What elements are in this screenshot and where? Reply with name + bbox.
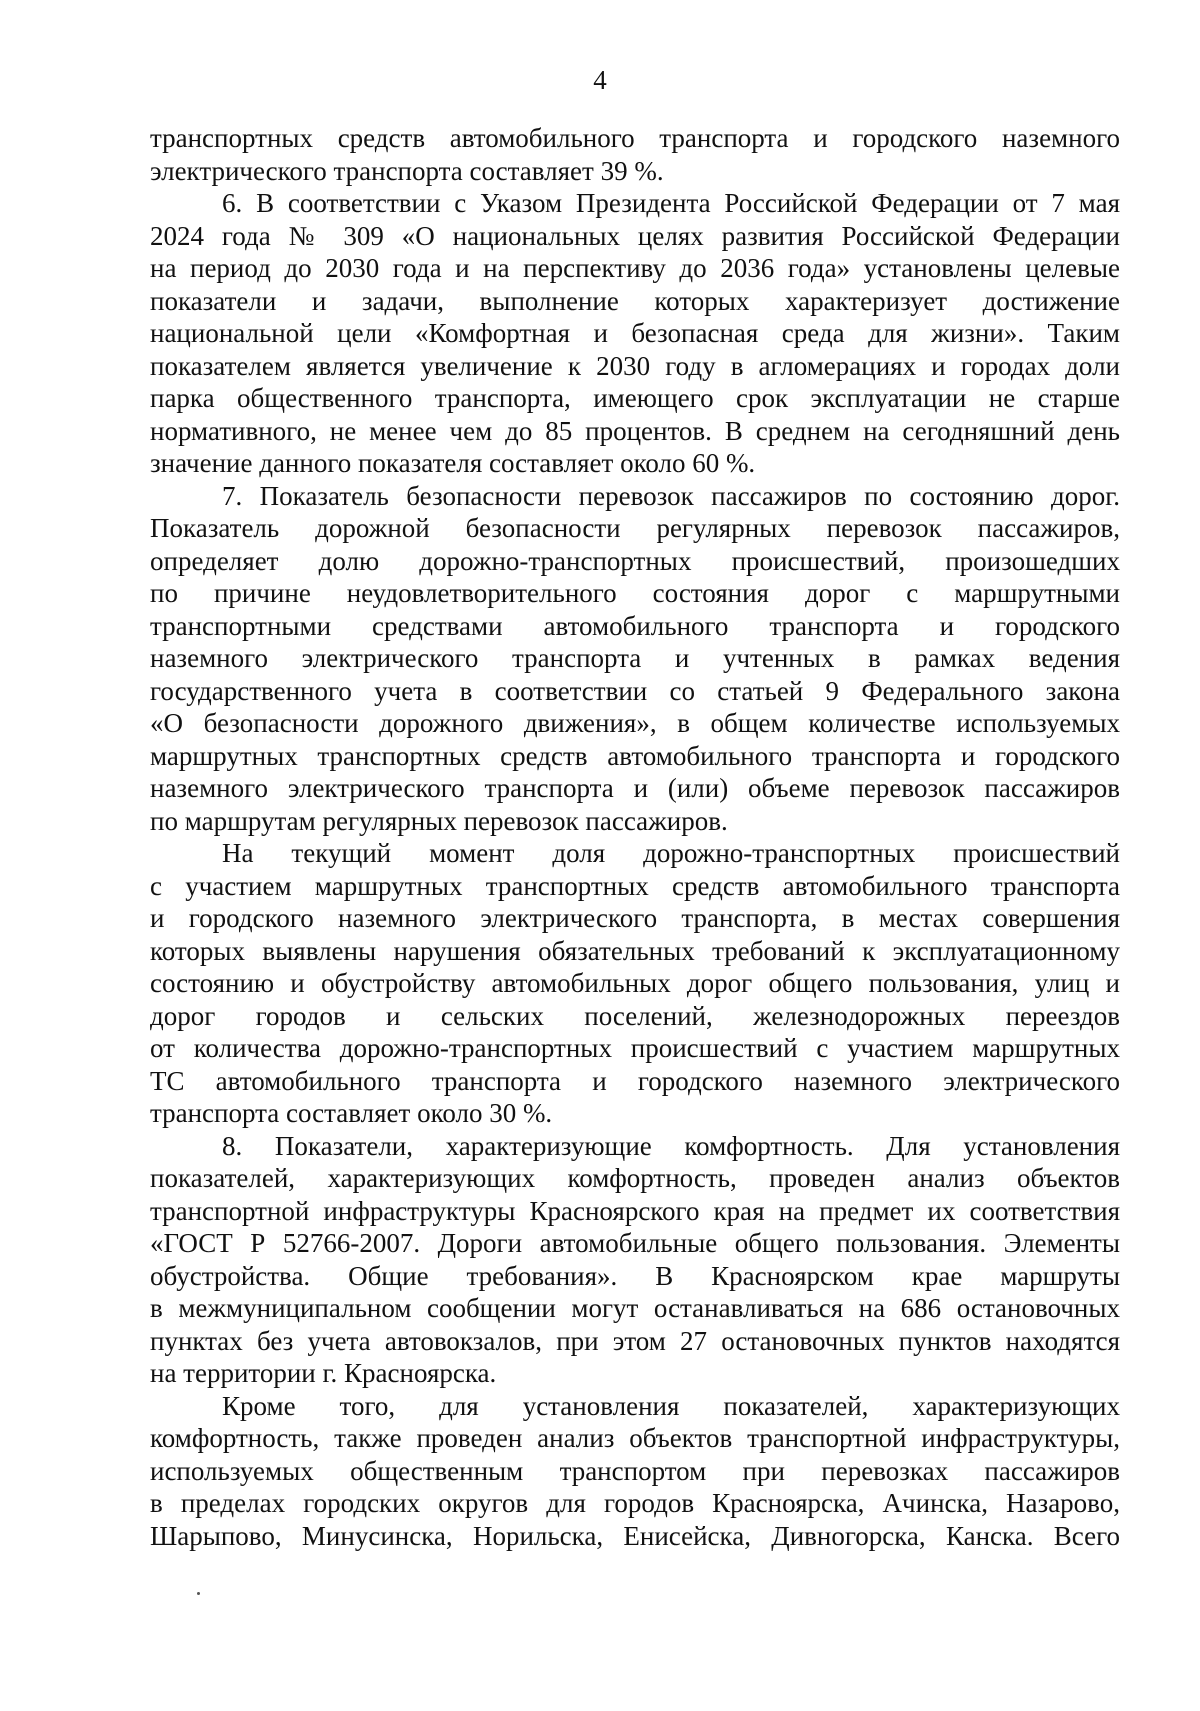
text-line: в пределах городских округов для городов Красноярска, Ачинска, Назарово, [150, 1488, 1120, 1518]
text-line: по причине неудовлетворительного состояния дорог с маршрутными [150, 578, 1120, 608]
text-line: маршрутных транспортных средств автомобильного транспорта и городского [150, 740, 1120, 771]
text-line: используемых общественным транспортом при перевозках пассажиров [150, 1455, 1120, 1486]
paragraph [150, 480, 1120, 838]
text-line: на территории г. Красноярска. [150, 1358, 497, 1388]
text-line: значение данного показателя составляет около 60 %. [150, 448, 756, 478]
page-number: 4 [593, 65, 607, 95]
text-line: национальной цели «Комфортная и безопасная среда для жизни». Таким [150, 318, 1120, 348]
document-body [150, 122, 1120, 1552]
text-line: «О безопасности дорожного движения», в общем количестве используемых [150, 708, 1120, 738]
paragraph [150, 1390, 1120, 1553]
text-line: Шарыпово, Минусинска, Норильска, Енисейска, Дивногорска, Канска. Всего [150, 1520, 1120, 1551]
text-line: пунктах без учета автовокзалов, при этом 27 остановочных пунктов находятся [150, 1325, 1120, 1356]
text-line: Кроме того, для установления показателей, характеризующих [222, 1390, 1120, 1421]
paragraph [150, 837, 1120, 1130]
text-line: На текущий момент доля дорожно-транспортных происшествий [222, 838, 1120, 868]
text-line: определяет долю дорожно-транспортных происшествий, произошедших [150, 545, 1120, 576]
scan-speck [197, 1592, 200, 1595]
text-line: 6. В соответствии с Указом Президента Российской Федерации от 7 мая [222, 188, 1120, 218]
text-line: ТС автомобильного транспорта и городского наземного электрического [150, 1065, 1120, 1096]
text-line: дорог городов и сельских поселений, железнодорожных переездов [150, 1000, 1120, 1031]
text-line: показателем является увеличение к 2030 году в агломерациях и городах доли [150, 350, 1120, 381]
text-line: транспортных средств автомобильного транспорта и городского наземного [150, 123, 1120, 153]
text-line: комфортность, также проведен анализ объектов транспортной инфраструктуры, [150, 1423, 1120, 1453]
paragraph [150, 1130, 1120, 1390]
text-line: состоянию и обустройству автомобильных дорог общего пользования, улиц и [150, 968, 1120, 998]
text-line: Показатель дорожной безопасности регулярных перевозок пассажиров, [150, 513, 1120, 543]
paragraph [150, 122, 1120, 187]
text-line: и городского наземного электрического транспорта, в местах совершения [150, 903, 1120, 933]
text-line: обустройства. Общие требования». В Красноярском крае маршруты [150, 1260, 1120, 1291]
text-line: которых выявлены нарушения обязательных требований к эксплуатационному [150, 935, 1120, 966]
text-line: наземного электрического транспорта и учтенных в рамках ведения [150, 643, 1120, 673]
text-line: электрического транспорта составляет 39 %. [150, 155, 664, 186]
text-line: транспортной инфраструктуры Красноярского края на предмет их соответствия [150, 1195, 1120, 1226]
text-line: 2024 года № 309 «О национальных целях развития Российской Федерации [150, 220, 1120, 251]
text-line: с участием маршрутных транспортных средств автомобильного транспорта [150, 870, 1120, 901]
text-line: наземного электрического транспорта и (или) объеме перевозок пассажиров [150, 773, 1120, 803]
text-line: от количества дорожно-транспортных происшествий с участием маршрутных [150, 1033, 1120, 1063]
text-line: «ГОСТ Р 52766-2007. Дороги автомобильные общего пользования. Элементы [150, 1228, 1120, 1258]
text-line: 8. Показатели, характеризующие комфортность. Для установления [222, 1130, 1120, 1161]
text-line: транспорта составляет около 30 %. [150, 1098, 553, 1128]
paragraph [150, 187, 1120, 480]
text-line: нормативного, не менее чем до 85 процентов. В среднем на сегодняшний день [150, 415, 1120, 446]
text-line: на период до 2030 года и на перспективу до 2036 года» установлены целевые [150, 253, 1120, 283]
text-line: показатели и задачи, выполнение которых характеризует достижение [150, 285, 1120, 316]
text-line: показателей, характеризующих комфортность, проведен анализ объектов [150, 1163, 1120, 1193]
text-line: в межмуниципальном сообщении могут останавливаться на 686 остановочных [150, 1293, 1120, 1323]
text-line: транспортными средствами автомобильного транспорта и городского [150, 610, 1120, 641]
text-line: по маршрутам регулярных перевозок пассажиров. [150, 805, 728, 836]
text-line: 7. Показатель безопасности перевозок пассажиров по состоянию дорог. [222, 480, 1120, 511]
text-line: государственного учета в соответствии со статьей 9 Федерального закона [150, 675, 1120, 706]
text-line: парка общественного транспорта, имеющего срок эксплуатации не старше [150, 383, 1120, 413]
